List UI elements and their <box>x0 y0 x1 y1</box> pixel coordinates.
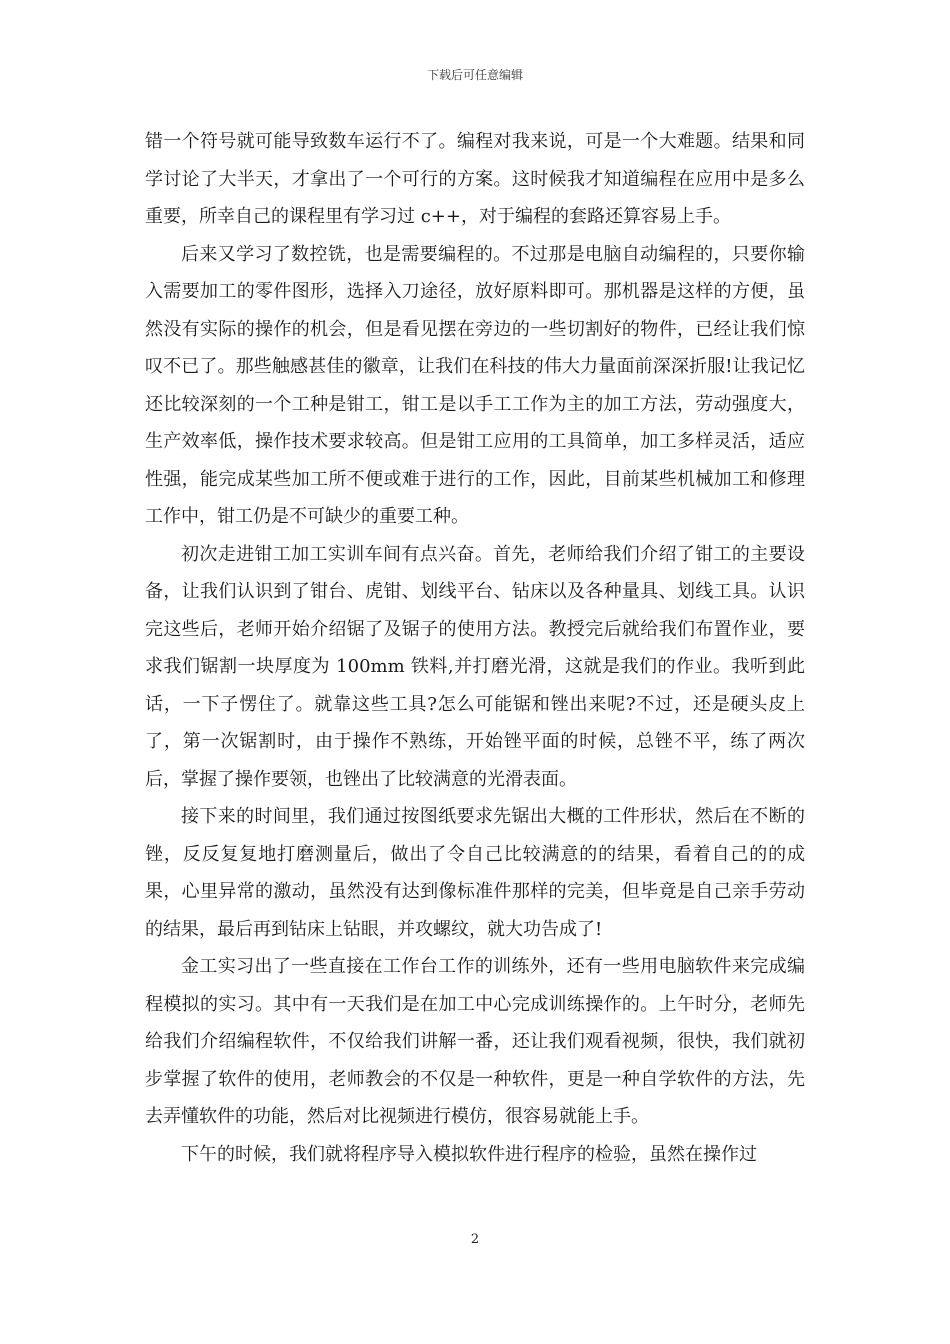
paragraph-5: 金工实习出了一些直接在工作台工作的训练外，还有一些用电脑软件来完成编程模拟的实习。其中有一天我们是在加工中心完成训练操作的。上午时分，老师先给我们介绍编程软件，不仅给我们讲解一番，还让我们观看视频，很快，我们就初步掌握了软件的使用，老师教会的不仅是一种软件，更是一种自学软件的方法，先去弄懂软件的功能，然后对比视频进行模仿，很容易就能上手。 <box>145 956 805 1127</box>
document-body <box>145 123 805 1173</box>
paragraph-2: 后来又学习了数控铣，也是需要编程的。不过那是电脑自动编程的，只要你输入需要加工的零件图形，选择入刀途径，放好原料即可。那机器是这样的方便，虽然没有实际的操作的机会，但是看见摆在旁边的一些切割好的物件，已经让我们惊叹不已了。那些触感甚佳的徽章，让我们在科技的伟大力量面前深深折服!让我记忆还比较深刻的一个工种是钳工，钳工是以手工工作为主的加工方法，劳动强度大，生产效率低，操作技术要求较高。但是钳工应用的工具简单，加工多样灵活，适应性强，能完成某些加工所不便或难于进行的工作，因此，目前某些机械加工和修理工作中，钳工仍是不可缺少的重要工种。 <box>145 243 805 527</box>
page-number: 2 <box>470 1232 480 1247</box>
paragraph-3: 初次走进钳工加工实训车间有点兴奋。首先，老师给我们介绍了钳工的主要设备，让我们认识到了钳台、虎钳、划线平台、钻床以及各种量具、划线工具。认识完这些后，老师开始介绍锯了及锯子的使用方法。教授完后就给我们布置作业，要求我们锯割一块厚度为 100mm 铁料,并打磨光滑，这就是我们的作业。我听到此话，一下子愣住了。就靠这些工具?怎么可能锯和锉出来呢?不过，还是硬头皮上了，第一次锯割时，由于操作不熟练，开始锉平面的时候，总锉不平，练了两次后，掌握了操作要领，也锉出了比较满意的光滑表面。 <box>145 543 805 790</box>
paragraph-4: 接下来的时间里，我们通过按图纸要求先锯出大概的工件形状，然后在不断的锉，反反复复地打磨测量后，做出了令自己比较满意的的结果，看着自己的的成果，心里异常的激动，虽然没有达到像标准件那样的完美，但毕竟是自己亲手劳动的结果，最后再到钻床上钻眼，并攻螺纹，就大功告成了! <box>145 806 805 940</box>
paragraph-1: 错一个符号就可能导致数车运行不了。编程对我来说，可是一个大难题。结果和同学讨论了大半天，才拿出了一个可行的方案。这时候我才知道编程在应用中是多么重要，所幸自己的课程里有学习过 c++，对于编程的套路还算容易上手。 <box>145 131 805 227</box>
page-header: 下载后可任意编辑 <box>426 68 523 82</box>
paragraph-6: 下午的时候，我们就将程序导入模拟软件进行程序的检验，虽然在操作过 <box>181 1143 757 1165</box>
